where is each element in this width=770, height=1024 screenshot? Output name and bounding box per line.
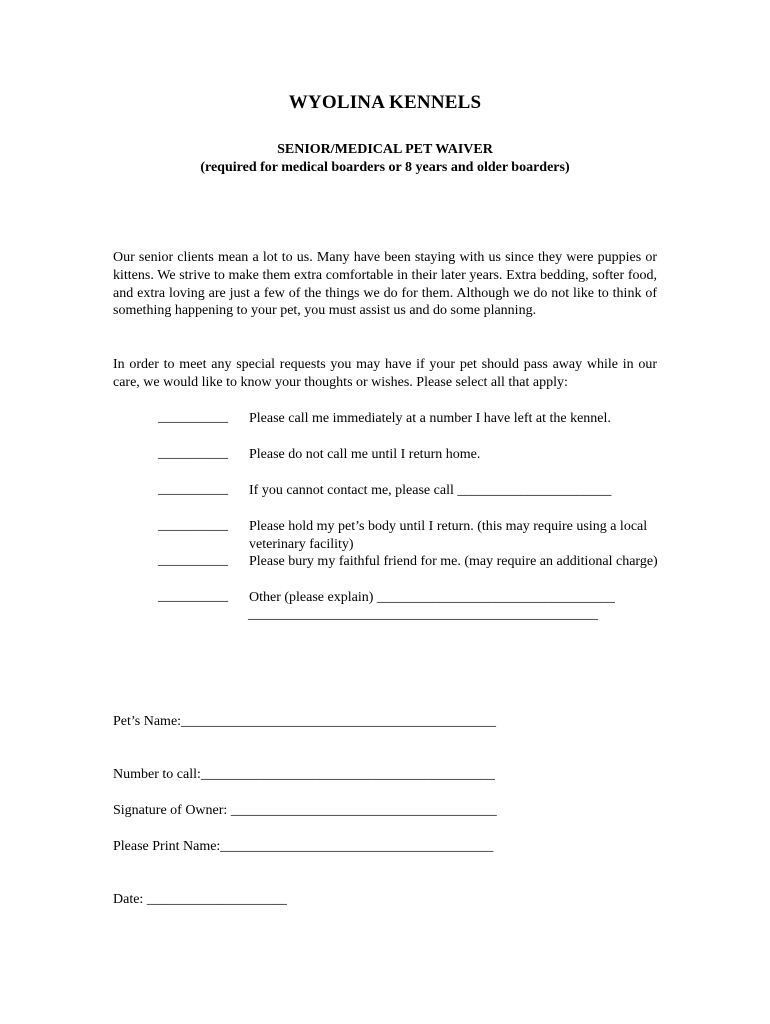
option-blank-other[interactable]: __________ (158, 589, 228, 604)
option-blank-call-immediately[interactable]: __________ (158, 410, 228, 425)
option-blank-bury-pet[interactable]: __________ (158, 553, 228, 568)
date-field[interactable]: Date: ____________________ (113, 892, 287, 907)
option-blank-alternate-contact[interactable]: __________ (158, 482, 228, 497)
option-text-hold-body: Please hold my pet’s body until I return. (this may require using a local veterinary facility) (249, 519, 648, 552)
number-to-call-field[interactable]: Number to call:__________________________________________ (113, 767, 495, 782)
other-explain-line[interactable]: __________________________________________________ (248, 607, 598, 622)
option-blank-do-not-call[interactable]: __________ (158, 446, 228, 461)
option-blank-hold-body[interactable]: __________ (158, 518, 228, 533)
option-text-call-immediately: Please call me immediately at a number I have left at the kennel. (249, 411, 611, 426)
option-text-alternate-contact: If you cannot contact me, please call ______________________ (249, 483, 612, 498)
form-requirement-note: (required for medical boarders or 8 years and older boarders) (200, 160, 570, 175)
print-name-field[interactable]: Please Print Name:_______________________________________ (113, 839, 494, 854)
option-text-bury-pet: Please bury my faithful friend for me. (may require an additional charge) (249, 554, 658, 569)
intro-paragraph: Our senior clients mean a lot to us. Many have been staying with us since they were puppies or kittens. We strive to make them extra comfortable in their later years. Extra bedding, softer food, and extra loving are just a few of the things we do for them. Although we do not like to think of something happening to your pet, you must assist us and do some planning. (113, 250, 657, 319)
option-text-do-not-call: Please do not call me until I return home. (249, 447, 481, 462)
owner-signature-field[interactable]: Signature of Owner: ______________________________________ (113, 803, 497, 818)
page-title: WYOLINA KENNELS (288, 92, 482, 113)
request-paragraph: In order to meet any special requests you may have if your pet should pass away while in our care, we would like to know your thoughts or wishes. Please select all that apply: (113, 357, 657, 390)
form-subtitle: SENIOR/MEDICAL PET WAIVER (277, 142, 493, 157)
option-text-other: Other (please explain) __________________________________ (249, 590, 615, 605)
pet-name-field[interactable]: Pet’s Name:_____________________________________________ (113, 714, 497, 729)
